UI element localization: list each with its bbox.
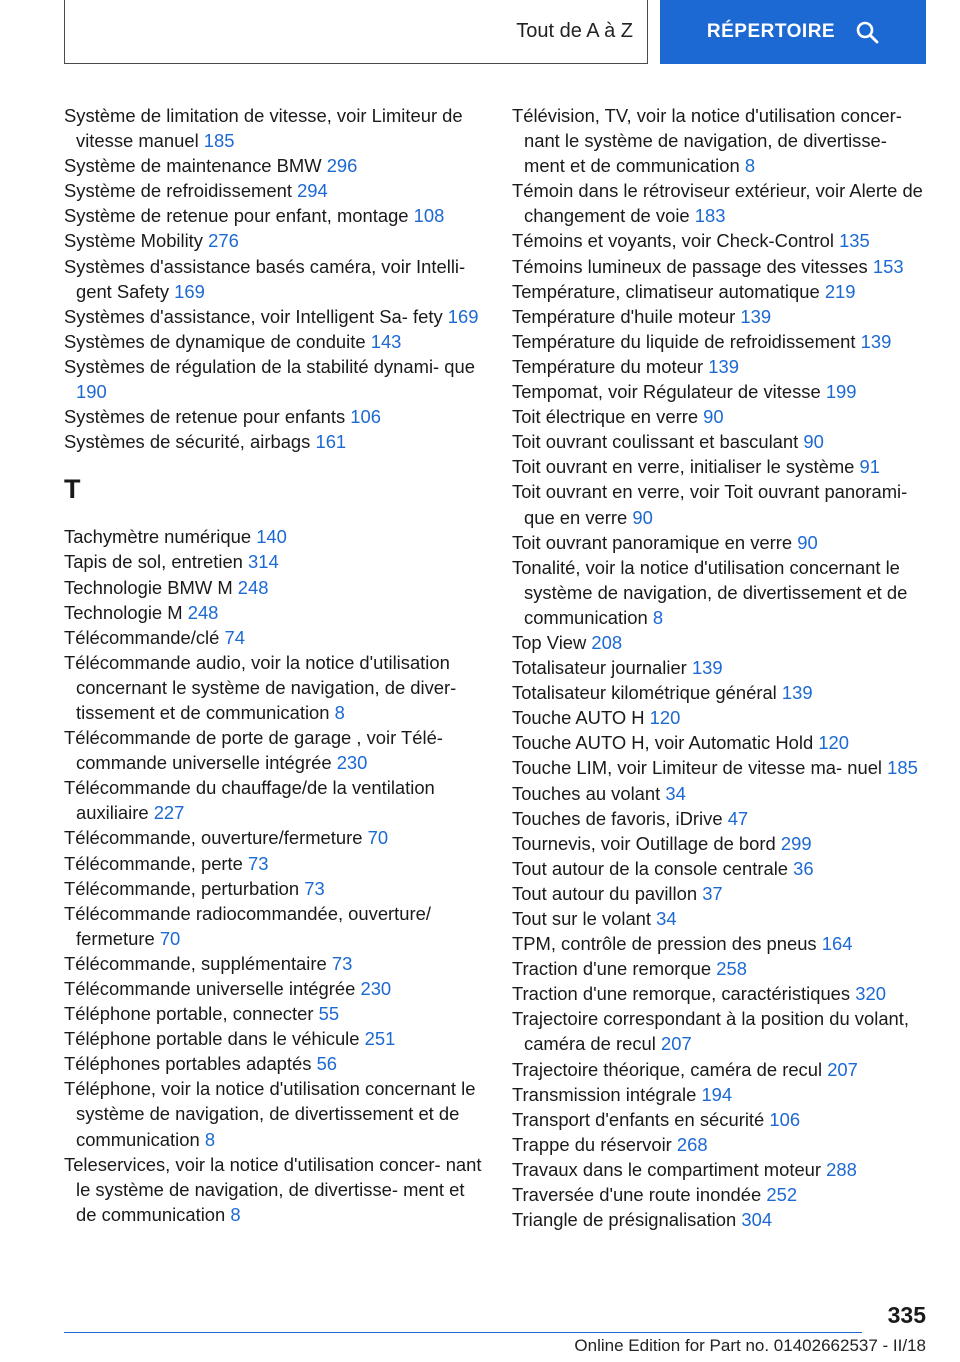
entry-page-link[interactable]: 139	[860, 330, 892, 352]
entry-text: Traction d'une remorque, caractéristiques	[512, 983, 851, 1005]
entry-text: Système de refroidissement	[64, 180, 292, 202]
entry-page-link[interactable]: 73	[304, 877, 325, 899]
footer-edition: Online Edition for Part no. 01402662537 - II/18	[574, 1336, 926, 1355]
entry-text: Système de retenue pour enfant, montage	[64, 205, 409, 227]
entry-page-link[interactable]: 164	[821, 933, 853, 955]
entry-page-link[interactable]: 90	[703, 406, 724, 428]
index-entry	[512, 103, 932, 178]
entry-page-link[interactable]: 276	[208, 230, 239, 252]
entry-text: Toit ouvrant panoramique en verre	[512, 531, 793, 553]
index-entry	[512, 856, 932, 881]
entry-page-link[interactable]: 219	[824, 280, 856, 302]
index-entry	[64, 851, 484, 876]
index-entry	[512, 730, 932, 755]
entry-text: Touches de favoris, iDrive	[512, 807, 723, 829]
index-entry	[512, 329, 932, 354]
index-column-right	[512, 103, 932, 1232]
index-entry	[64, 876, 484, 901]
entry-page-link[interactable]: 169	[447, 305, 479, 327]
entry-page-link[interactable]: 207	[661, 1033, 692, 1055]
entry-text: Trajectoire correspondant à la position du volant, caméra de recul	[512, 1008, 909, 1055]
entry-text: Témoins lumineux de passage des vitesses	[512, 255, 868, 277]
index-entry	[64, 650, 484, 725]
section-letter: T	[64, 474, 81, 505]
entry-text: Température du liquide de refroidissement	[512, 330, 856, 352]
entry-page-link[interactable]: 185	[887, 757, 918, 779]
entry-text: Télécommande de porte de garage , voir Télé‐ commande universelle intégrée	[64, 727, 443, 774]
entry-text: Télévision, TV, voir la notice d'utilisation concer‐ nant le système de navigation, de divertisse‐ ment et de communication	[512, 105, 902, 177]
entry-page-link[interactable]: 90	[797, 531, 818, 553]
index-entry	[64, 404, 484, 429]
index-entry	[512, 1107, 932, 1132]
index-column-left	[64, 103, 484, 1227]
entry-page-link[interactable]: 106	[769, 1108, 801, 1130]
index-entry	[512, 530, 932, 555]
entry-text: Télécommande, supplémentaire	[64, 952, 327, 974]
index-entry	[64, 1026, 484, 1051]
entry-page-link[interactable]: 199	[825, 381, 857, 403]
entry-text: Technologie BMW M	[64, 576, 233, 598]
index-entry	[64, 625, 484, 650]
index-entry	[512, 630, 932, 655]
entry-text: Touche AUTO H, voir Automatic Hold	[512, 732, 814, 754]
entry-text: Système de limitation de vitesse, voir Limiteur de vitesse manuel	[64, 105, 463, 152]
entry-page-link[interactable]: 120	[649, 707, 681, 729]
entry-text: Toit ouvrant en verre, voir Toit ouvrant panorami‐ que en verre	[512, 481, 908, 528]
entry-text: Technologie M	[64, 601, 183, 623]
index-entry	[512, 906, 932, 931]
entry-text: Traversée d'une route inondée	[512, 1184, 762, 1206]
entry-page-link[interactable]: 8	[652, 606, 664, 628]
entry-page-link[interactable]: 183	[694, 205, 726, 227]
index-entry	[64, 178, 484, 203]
entry-page-link[interactable]: 294	[297, 180, 328, 202]
index-entry	[64, 549, 484, 574]
entry-text: Systèmes de régulation de la stabilité dynami‐ que	[64, 355, 475, 377]
entry-page-link[interactable]: 320	[855, 983, 886, 1005]
entry-page-link[interactable]: 8	[334, 701, 345, 723]
index-entry	[64, 354, 484, 404]
index-entry	[64, 825, 484, 850]
entry-page-link[interactable]: 56	[316, 1053, 338, 1075]
entry-page-link[interactable]: 268	[676, 1133, 708, 1155]
index-entry	[512, 228, 932, 253]
entry-text: Toit ouvrant coulissant et basculant	[512, 431, 799, 453]
entry-page-link[interactable]: 169	[174, 280, 205, 302]
entry-page-link[interactable]: 230	[360, 978, 392, 999]
entry-text: Témoins et voyants, voir Check-Control	[512, 230, 834, 252]
entry-page-link[interactable]: 140	[256, 526, 287, 548]
entry-page-link[interactable]: 47	[727, 807, 749, 829]
entry-page-link[interactable]: 8	[204, 1128, 216, 1150]
index-entry	[64, 1051, 484, 1076]
entry-page-link[interactable]: 8	[230, 1203, 241, 1225]
entry-page-link[interactable]: 139	[708, 355, 739, 377]
entry-page-link[interactable]: 106	[350, 406, 381, 428]
index-entry	[512, 429, 932, 454]
index-entry	[64, 600, 484, 625]
entry-text: Tonalité, voir la notice d'utilisation concernant le système de navigation, de divertissement et de communication	[512, 556, 908, 628]
entry-text: Toit ouvrant en verre, initialiser le système	[512, 456, 855, 478]
entry-page-link[interactable]: 139	[781, 682, 813, 704]
footer-divider	[64, 1332, 862, 1333]
entry-text: Température du moteur	[512, 355, 704, 377]
index-entry	[64, 1001, 484, 1026]
entry-text: Teleservices, voir la notice d'utilisation concer‐ nant le système de navigation, de divertisse‐ ment et de communication	[64, 1153, 482, 1225]
index-list-t-continued	[512, 103, 932, 1232]
entry-page-link[interactable]: 153	[872, 255, 904, 277]
index-entry	[512, 254, 932, 279]
index-entry	[512, 831, 932, 856]
index-entry	[512, 705, 932, 730]
entry-text: Téléphone portable dans le véhicule	[64, 1028, 360, 1050]
index-entry	[64, 775, 484, 825]
tab-a-to-z-label: Tout de A à Z	[516, 20, 633, 42]
entry-page-link[interactable]: 74	[224, 626, 245, 648]
entry-page-link[interactable]: 190	[76, 381, 107, 403]
entry-text: Tapis de sol, entretien	[64, 551, 243, 573]
entry-page-link[interactable]: 55	[318, 1003, 340, 1025]
entry-page-link[interactable]: 139	[691, 657, 723, 679]
page-number: 335	[887, 1302, 926, 1328]
entry-page-link[interactable]: 194	[701, 1083, 733, 1105]
index-entry	[512, 279, 932, 304]
entry-text: Top View	[512, 631, 587, 653]
index-entry	[512, 555, 932, 630]
entry-text: Tournevis, voir Outillage de bord	[512, 832, 776, 854]
entry-text: Totalisateur kilométrique général	[512, 682, 777, 704]
entry-text: Tempomat, voir Régulateur de vitesse	[512, 381, 821, 403]
entry-text: Télécommande radiocommandée, ouverture/ fermeture	[64, 902, 431, 949]
entry-page-link[interactable]: 248	[237, 576, 269, 598]
entry-text: Système de maintenance BMW	[64, 155, 322, 177]
entry-page-link[interactable]: 73	[248, 852, 269, 874]
entry-page-link[interactable]: 120	[818, 732, 850, 754]
index-entry	[512, 981, 932, 1006]
entry-page-link[interactable]: 208	[591, 631, 623, 653]
entry-text: Trajectoire théorique, caméra de recul	[512, 1058, 823, 1080]
index-entry	[64, 304, 484, 329]
index-entry	[512, 1006, 932, 1056]
index-entry	[512, 1082, 932, 1107]
entry-text: Touches au volant	[512, 782, 661, 804]
index-entry	[64, 203, 484, 228]
entry-text: Transport d'enfants en sécurité	[512, 1108, 765, 1130]
index-entry	[512, 1182, 932, 1207]
entry-text: Tout autour du pavillon	[512, 882, 698, 904]
entry-text: Tout autour de la console centrale	[512, 857, 789, 879]
index-entry	[64, 1152, 484, 1227]
entry-page-link[interactable]: 70	[159, 927, 181, 949]
entry-page-link[interactable]: 108	[413, 205, 445, 227]
entry-page-link[interactable]: 288	[826, 1158, 857, 1180]
search-icon	[855, 20, 879, 44]
entry-text: Touche AUTO H	[512, 707, 645, 729]
index-entry	[512, 806, 932, 831]
index-entry	[512, 454, 932, 479]
entry-page-link[interactable]: 73	[331, 952, 353, 974]
entry-text: Traction d'une remorque	[512, 958, 712, 980]
entry-page-link[interactable]: 296	[326, 155, 358, 177]
index-entry	[512, 304, 932, 329]
entry-page-link[interactable]: 248	[187, 601, 219, 623]
index-entry	[512, 479, 932, 529]
index-entry	[512, 781, 932, 806]
entry-page-link[interactable]: 207	[827, 1058, 858, 1080]
index-entry	[64, 429, 484, 454]
index-entry	[512, 404, 932, 429]
index-entry	[64, 153, 484, 178]
entry-text: Touche LIM, voir Limiteur de vitesse ma‐ nuel	[512, 757, 883, 779]
index-entry	[64, 951, 484, 976]
entry-page-link[interactable]: 34	[656, 908, 677, 929]
index-entry	[64, 524, 484, 549]
entry-text: Télécommande, ouverture/fermeture	[64, 827, 363, 849]
entry-page-link[interactable]: 185	[203, 130, 235, 152]
entry-page-link[interactable]: 252	[766, 1184, 798, 1206]
index-entry	[512, 1057, 932, 1082]
entry-page-link[interactable]: 8	[744, 155, 756, 177]
entry-page-link[interactable]: 299	[780, 832, 812, 854]
entry-page-link[interactable]: 227	[153, 802, 185, 824]
entry-text: Témoin dans le rétroviseur extérieur, voir Alerte de changement de voie	[512, 180, 923, 227]
entry-page-link[interactable]: 143	[370, 330, 402, 352]
entry-text: Systèmes de dynamique de conduite	[64, 330, 366, 352]
entry-text: Toit électrique en verre	[512, 406, 699, 428]
index-entry	[512, 755, 932, 780]
index-entry	[512, 956, 932, 981]
entry-text: Télécommande du chauffage/de la ventilation auxiliaire	[64, 777, 435, 824]
entry-page-link[interactable]: 251	[364, 1028, 396, 1050]
index-list-s	[64, 103, 484, 454]
entry-page-link[interactable]: 314	[248, 551, 279, 573]
index-entry	[512, 379, 932, 404]
entry-text: Température d'huile moteur	[512, 305, 736, 327]
entry-text: Télécommande audio, voir la notice d'utilisation concernant le système de navigation, de diver‐ tissement et de communication	[64, 651, 457, 723]
entry-page-link[interactable]: 91	[859, 456, 881, 478]
entry-page-link[interactable]: 161	[315, 431, 347, 453]
index-entry	[64, 1076, 484, 1151]
tab-repertoire[interactable]	[660, 0, 926, 64]
index-entry	[64, 725, 484, 775]
entry-page-link[interactable]: 304	[741, 1209, 773, 1231]
index-entry	[512, 931, 932, 956]
entry-text: Température, climatiseur automatique	[512, 280, 820, 302]
index-entry	[512, 178, 932, 228]
entry-text: Tachymètre numérique	[64, 526, 252, 548]
entry-text: Téléphones portables adaptés	[64, 1053, 312, 1075]
entry-text: Systèmes de retenue pour enfants	[64, 406, 346, 428]
entry-text: Tout sur le volant	[512, 908, 652, 929]
index-entry	[64, 254, 484, 304]
entry-page-link[interactable]: 258	[716, 958, 747, 980]
entry-page-link[interactable]: 90	[803, 431, 824, 453]
entry-text: Téléphone portable, connecter	[64, 1003, 314, 1025]
index-list-t	[64, 524, 484, 1227]
entry-page-link[interactable]: 230	[336, 752, 368, 774]
entry-page-link[interactable]: 70	[367, 827, 389, 849]
tab-a-to-z[interactable]	[64, 0, 648, 64]
entry-text: Téléphone, voir la notice d'utilisation concernant le système de navigation, de divertissement et de communication	[64, 1078, 476, 1150]
entry-page-link[interactable]: 37	[702, 882, 723, 904]
entry-page-link[interactable]: 36	[793, 857, 814, 879]
entry-text: Systèmes d'assistance basés caméra, voir Intelli‐ gent Safety	[64, 255, 466, 302]
index-entry	[512, 680, 932, 705]
index-entry	[64, 228, 484, 253]
index-entry	[512, 1207, 932, 1232]
top-navigation	[64, 0, 926, 66]
entry-text: Télécommande/clé	[64, 626, 220, 648]
entry-text: Télécommande, perturbation	[64, 877, 300, 899]
tab-repertoire-label: RÉPERTOIRE	[706, 21, 836, 42]
entry-text: Travaux dans le compartiment moteur	[512, 1158, 822, 1180]
entry-text: Transmission intégrale	[512, 1083, 697, 1105]
index-entry	[512, 655, 932, 680]
entry-text: Télécommande, perte	[64, 852, 243, 874]
entry-text: TPM, contrôle de pression des pneus	[512, 933, 817, 955]
entry-text: Totalisateur journalier	[512, 657, 687, 679]
index-entry	[64, 329, 484, 354]
index-entry	[64, 575, 484, 600]
index-entry	[512, 1157, 932, 1182]
index-entry	[64, 901, 484, 951]
index-entry	[64, 103, 484, 153]
entry-text: Triangle de présignalisation	[512, 1209, 737, 1231]
entry-page-link[interactable]: 135	[839, 230, 870, 252]
entry-text: Trappe du réservoir	[512, 1133, 672, 1155]
entry-text: Système Mobility	[64, 230, 203, 252]
entry-page-link[interactable]: 90	[632, 506, 653, 528]
entry-page-link[interactable]: 34	[665, 782, 686, 804]
entry-text: Télécommande universelle intégrée	[64, 978, 356, 999]
entry-text: Systèmes d'assistance, voir Intelligent Sa‐ fety	[64, 305, 443, 327]
entry-page-link[interactable]: 139	[740, 305, 772, 327]
entry-text: Systèmes de sécurité, airbags	[64, 431, 311, 453]
index-entry	[512, 354, 932, 379]
index-entry	[512, 881, 932, 906]
index-entry	[512, 1132, 932, 1157]
index-entry	[64, 976, 484, 1001]
